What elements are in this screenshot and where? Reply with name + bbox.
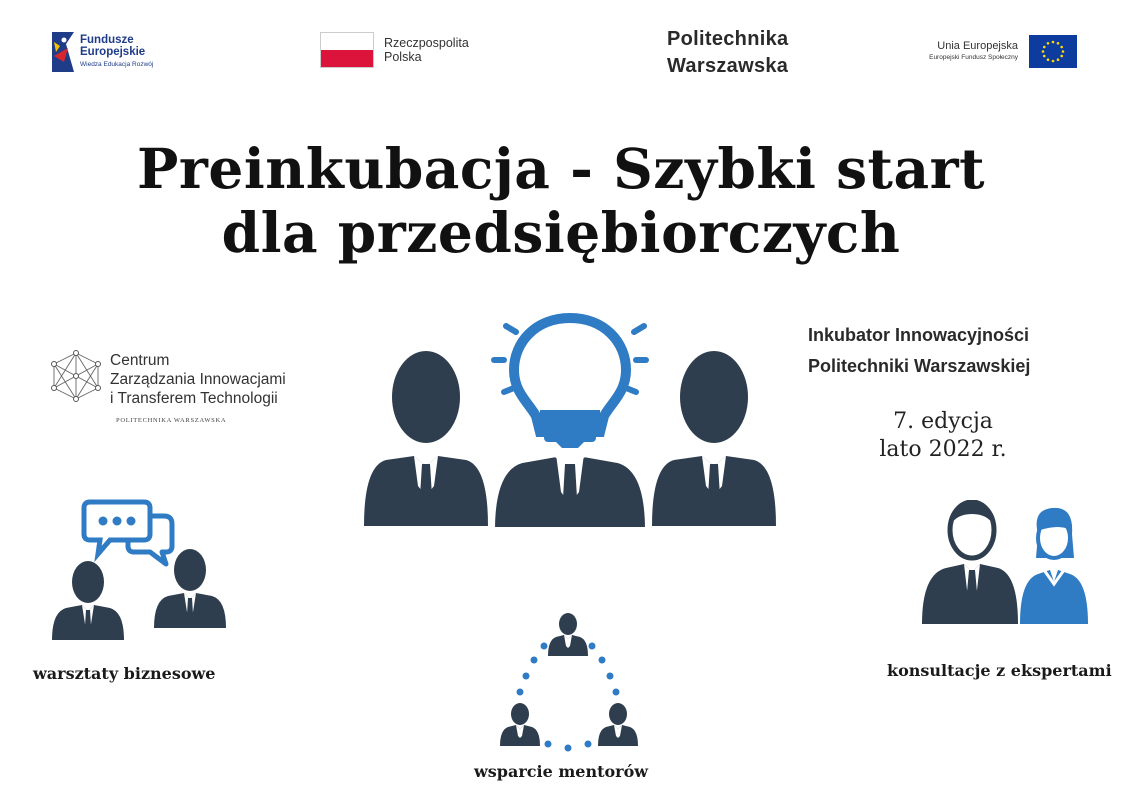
mentors-label: wsparcie mentorów (474, 762, 649, 781)
czit-logo-text (110, 351, 286, 408)
czit-line2: Zarządzania Innowacjami (110, 371, 286, 388)
edition-info (838, 408, 1048, 464)
incubator-line1: Inkubator Innowacyjności (808, 325, 1030, 345)
pw-line1: Politechnika (667, 28, 789, 50)
title-line1: Preinkubacja - Szybki start (137, 136, 985, 201)
ue-line1: Unia Europejska (937, 40, 1018, 52)
incubator-name (808, 320, 1030, 382)
fe-line1: Fundusze (80, 34, 134, 46)
page-title (60, 137, 1062, 265)
incubator-line2: Politechniki Warszawskiej (808, 356, 1031, 376)
business-workshop-chat-icon (46, 494, 232, 644)
mentor-network-icon (494, 608, 644, 756)
czit-line3: i Transferem Technologii (110, 390, 278, 407)
team-idea-lightbulb-icon (364, 312, 776, 532)
fundusze-europejskie-logo-icon (52, 32, 74, 72)
fe-line2: Europejskie (80, 46, 146, 58)
consultations-label: konsultacje z ekspertami (887, 661, 1112, 680)
rzeczpospolita-polska-text (384, 36, 469, 64)
politechnika-warszawska-logo (667, 26, 788, 80)
pw-line2: Warszawska (667, 55, 789, 77)
czit-subtitle: POLITECHNIKA WARSZAWSKA (116, 417, 227, 424)
edition-line2: lato 2022 r. (879, 437, 1007, 462)
fe-line3: Wiedza Edukacja Rozwój (80, 61, 154, 68)
edition-line1: 7. edycja (893, 409, 993, 434)
workshops-label: warsztaty biznesowe (33, 664, 216, 683)
eu-flag-icon (1029, 35, 1077, 68)
rp-line2: Polska (384, 50, 422, 64)
expert-consultation-icon (920, 500, 1092, 628)
unia-europejska-text (910, 40, 1018, 64)
polish-flag-icon (320, 32, 374, 68)
network-globe-icon (48, 350, 104, 402)
title-line2: dla przedsiębiorczych (221, 200, 901, 265)
rp-line1: Rzeczpospolita (384, 36, 469, 50)
czit-line1: Centrum (110, 352, 170, 369)
ue-line2: Europejski Fundusz Społeczny (929, 54, 1018, 61)
fundusze-europejskie-text (80, 34, 153, 71)
